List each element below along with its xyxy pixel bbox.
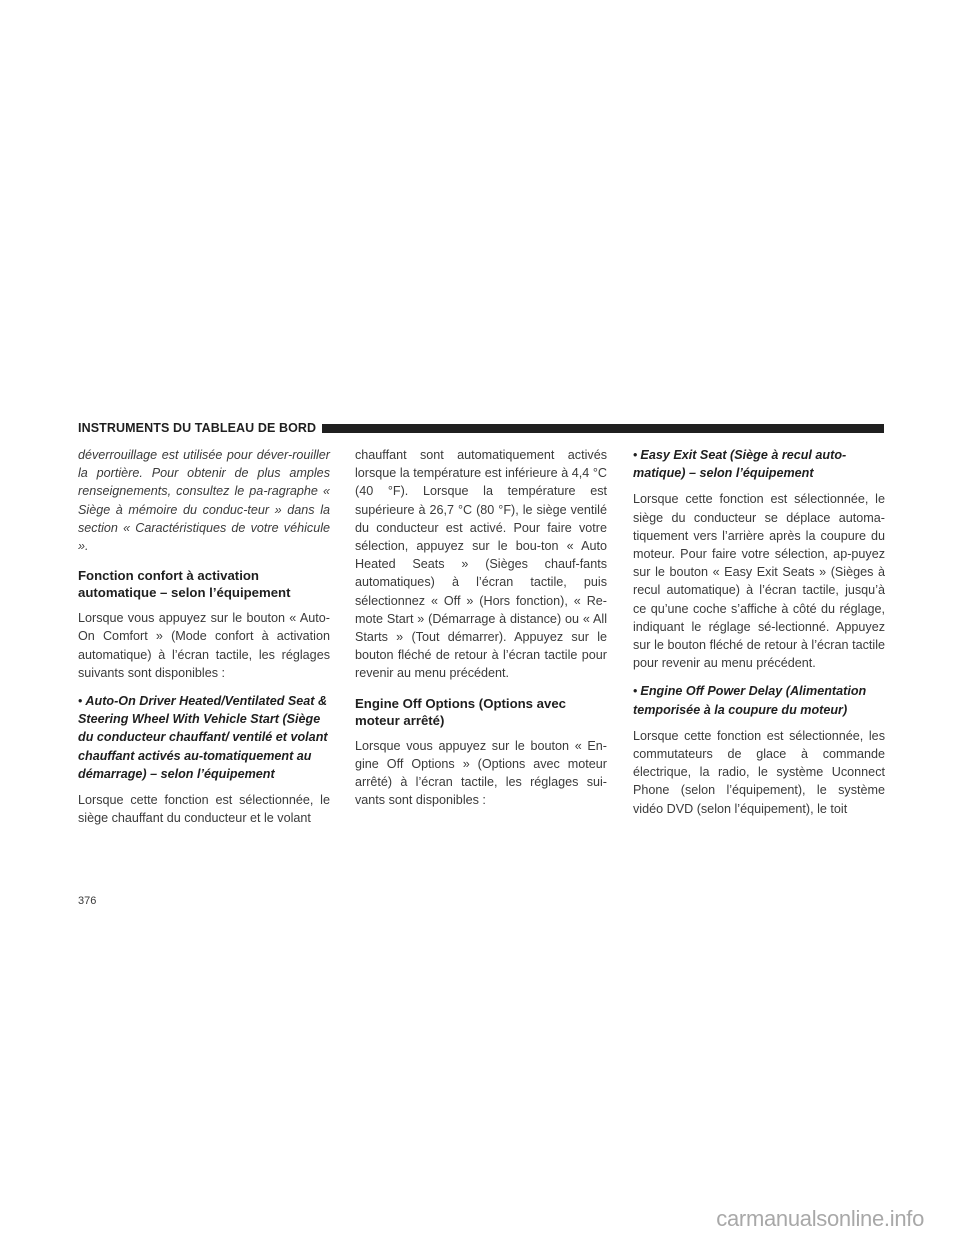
- bullet-heading-text: Engine Off Power Delay (Alimentation temporisée à la coupure du moteur): [633, 684, 867, 717]
- auto-on-comfort-paragraph: Lorsque vous appuyez sur le bouton « Auto-On Comfort » (Mode confort à activation automatique) à l’écran tactile, les réglages suivants sont disponibles :: [78, 611, 330, 680]
- heated-seat-paragraph: Lorsque cette fonction est sélectionnée, le siège chauffant du conducteur et le volant: [78, 793, 330, 826]
- header-rule: [322, 424, 884, 433]
- bullet-heading-text: Auto-On Driver Heated/Ventilated Seat & Steering Wheel With Vehicle Start (Siège du conducteur chauffant/ ventilé et volant chauffant activés au-tomatiquement au démarrage) – selon l’équipement: [78, 694, 328, 781]
- bullet-icon: •: [633, 448, 638, 462]
- section-title: INSTRUMENTS DU TABLEAU DE BORD: [78, 421, 317, 435]
- easy-exit-paragraph: Lorsque cette fonction est sélectionnée, le siège du conducteur se déplace automa-tiquement vers l’arrière après la coupure du moteur. Pour faire votre sélection, ap-puyez sur le bouton « Easy Exit Seats » (Sièges à recul automatique) à l’écran tactile, jusqu’à ce qu’une coche s’affiche à côté du réglage, indiquant le réglage sé-lectionné. Appuyez sur le bouton fléché de retour à l’écran tactile pour revenir au menu précédent.: [633, 492, 885, 671]
- bullet-heading-heated-seat: [78, 692, 330, 783]
- bullet-heading-text: Easy Exit Seat (Siège à recul auto-matique) – selon l’équipement: [633, 448, 847, 481]
- bullet-icon: •: [633, 684, 638, 699]
- column-1: [78, 446, 330, 836]
- section-header: [78, 420, 884, 436]
- engine-off-options-paragraph: Lorsque vous appuyez sur le bouton « En-gine Off Options » (Options avec moteur arrêté) à l’écran tactile, les réglages sui-vants sont disponibles :: [355, 738, 607, 808]
- heading-engine-off-options: Engine Off Options (Options avec moteur arrêté): [355, 695, 567, 728]
- power-delay-paragraph: Lorsque cette fonction est sélectionnée, les commutateurs de glace à commande électrique, la radio, le système Uconnect Phone (selon l’équipement), le système vidéo DVD (selon l’équipement), le toit: [633, 728, 885, 816]
- column-2: [355, 446, 607, 818]
- column-3: [633, 446, 885, 827]
- heated-seat-continued-paragraph: chauffant sont automatiquement activés lorsque la température est inférieure à 4,4 °C (40 °F). Lorsque la température est supérieure à 26,7 °C (80 °F), le siège ventilé du conducteur est activé. Pour faire votre sélection, appuyez sur le bou-ton « Auto Heated Seats » (Sièges chauf-fants automatiques) à l’écran tactile, puis sélectionnez « Off » (Hors fonction), « Re-mote Start » (Démarrage à distance) ou « All Starts » (Tout démarrer). Appuyez sur le bouton fléché de retour à l’écran tactile pour revenir au menu précédent.: [355, 448, 607, 681]
- bullet-heading-easy-exit: [633, 446, 885, 482]
- bullet-icon: •: [78, 694, 83, 709]
- heading-auto-on-comfort: Fonction confort à activation automatique – selon l’équipement: [78, 568, 291, 601]
- page-number: 376: [78, 895, 97, 907]
- intro-paragraph: déverrouillage est utilisée pour déver-rouiller la portière. Pour obtenir de plus amples renseignements, consultez le pa-ragraphe « Siège à mémoire du conduc-teur » dans la section « Caractéristiques de votre véhicule ».: [78, 448, 330, 554]
- watermark: carmanualsonline.info: [716, 1206, 924, 1231]
- bullet-heading-power-delay: [633, 682, 885, 718]
